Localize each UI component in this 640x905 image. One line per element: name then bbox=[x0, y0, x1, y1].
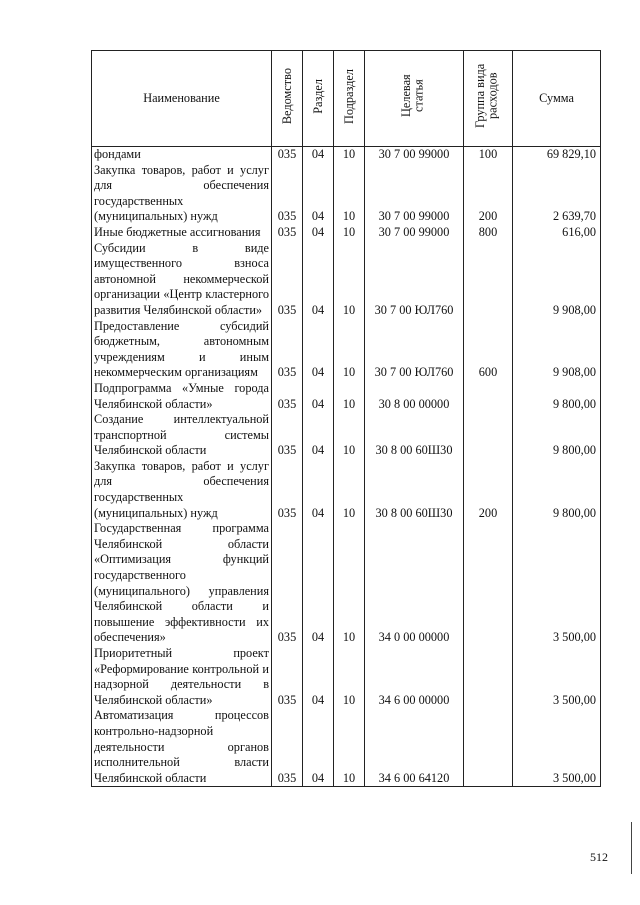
row-department: 035 bbox=[272, 381, 303, 412]
row-target-article: 30 8 00 60Ш30 bbox=[365, 412, 464, 459]
row-section: 04 bbox=[303, 163, 334, 225]
row-section: 04 bbox=[303, 412, 334, 459]
row-target-article: 30 7 00 99000 bbox=[365, 163, 464, 225]
row-department: 035 bbox=[272, 241, 303, 319]
row-sum: 3 500,00 bbox=[513, 646, 601, 708]
row-subsection: 10 bbox=[334, 225, 365, 241]
row-sum: 9 800,00 bbox=[513, 412, 601, 459]
row-sum: 69 829,10 bbox=[513, 147, 601, 163]
row-expense-group: 800 bbox=[464, 225, 513, 241]
row-subsection: 10 bbox=[334, 381, 365, 412]
header-target-article: Целевая статья bbox=[365, 51, 464, 147]
row-section: 04 bbox=[303, 241, 334, 319]
table-row bbox=[92, 163, 601, 225]
row-expense-group bbox=[464, 412, 513, 459]
row-target-article: 30 7 00 ЮЛ760 bbox=[365, 319, 464, 381]
row-name: Приоритетный проект «Реформирование контрольной и надзорной деятельности в Челябинской области» bbox=[92, 646, 272, 708]
header-section: Раздел bbox=[303, 51, 334, 147]
row-section: 04 bbox=[303, 708, 334, 786]
row-name: Автоматизация процессов контрольно-надзорной деятельности органов исполнительной власти Челябинской области bbox=[92, 708, 272, 786]
row-expense-group bbox=[464, 646, 513, 708]
row-sum: 9 800,00 bbox=[513, 381, 601, 412]
row-target-article: 30 7 00 ЮЛ760 bbox=[365, 241, 464, 319]
row-target-article: 30 8 00 00000 bbox=[365, 381, 464, 412]
row-department: 035 bbox=[272, 147, 303, 163]
table-row bbox=[92, 319, 601, 381]
header-department: Ведомство bbox=[272, 51, 303, 147]
row-sum: 3 500,00 bbox=[513, 708, 601, 786]
budget-table bbox=[91, 50, 601, 787]
table-row bbox=[92, 241, 601, 319]
row-subsection: 10 bbox=[334, 646, 365, 708]
row-target-article: 34 6 00 64120 bbox=[365, 708, 464, 786]
row-sum: 616,00 bbox=[513, 225, 601, 241]
row-section: 04 bbox=[303, 521, 334, 646]
row-expense-group bbox=[464, 708, 513, 786]
row-expense-group bbox=[464, 381, 513, 412]
margin-line bbox=[631, 822, 632, 874]
row-name: Предоставление субсидий бюджетным, автономным учреждениям и иным некоммерческим организациям bbox=[92, 319, 272, 381]
row-name: Создание интеллектуальной транспортной системы Челябинской области bbox=[92, 412, 272, 459]
row-subsection: 10 bbox=[334, 163, 365, 225]
row-sum: 9 908,00 bbox=[513, 319, 601, 381]
row-department: 035 bbox=[272, 163, 303, 225]
row-target-article: 34 0 00 00000 bbox=[365, 521, 464, 646]
row-expense-group: 100 bbox=[464, 147, 513, 163]
row-name: фондами bbox=[92, 147, 272, 163]
row-section: 04 bbox=[303, 147, 334, 163]
row-sum: 2 639,70 bbox=[513, 163, 601, 225]
table-row bbox=[92, 459, 601, 521]
row-target-article: 30 7 00 99000 bbox=[365, 147, 464, 163]
row-section: 04 bbox=[303, 225, 334, 241]
table-row bbox=[92, 646, 601, 708]
row-name: Иные бюджетные ассигнования bbox=[92, 225, 272, 241]
row-name: Подпрограмма «Умные города Челябинской области» bbox=[92, 381, 272, 412]
row-sum: 3 500,00 bbox=[513, 521, 601, 646]
row-department: 035 bbox=[272, 521, 303, 646]
table-row bbox=[92, 412, 601, 459]
page-number: 512 bbox=[590, 850, 608, 864]
row-subsection: 10 bbox=[334, 319, 365, 381]
row-expense-group bbox=[464, 521, 513, 646]
row-department: 035 bbox=[272, 646, 303, 708]
row-target-article: 34 6 00 00000 bbox=[365, 646, 464, 708]
header-name: Наименование bbox=[92, 51, 272, 147]
row-expense-group: 200 bbox=[464, 163, 513, 225]
row-section: 04 bbox=[303, 319, 334, 381]
row-subsection: 10 bbox=[334, 708, 365, 786]
row-name: Закупка товаров, работ и услуг для обеспечения государственных (муниципальных) нужд bbox=[92, 163, 272, 225]
row-subsection: 10 bbox=[334, 459, 365, 521]
header-expense-group: Группа вида расходов bbox=[464, 51, 513, 147]
row-department: 035 bbox=[272, 459, 303, 521]
table-row bbox=[92, 708, 601, 786]
table-row bbox=[92, 521, 601, 646]
row-subsection: 10 bbox=[334, 241, 365, 319]
row-target-article: 30 8 00 60Ш30 bbox=[365, 459, 464, 521]
row-section: 04 bbox=[303, 381, 334, 412]
row-name: Субсидии в виде имущественного взноса автономной некоммерческой организации «Центр кластерного развития Челябинской области» bbox=[92, 241, 272, 319]
row-expense-group: 600 bbox=[464, 319, 513, 381]
table-row bbox=[92, 147, 601, 163]
row-target-article: 30 7 00 99000 bbox=[365, 225, 464, 241]
row-name: Закупка товаров, работ и услуг для обеспечения государственных (муниципальных) нужд bbox=[92, 459, 272, 521]
row-name: Государственная программа Челябинской области «Оптимизация функций государственного (муниципального) управления Челябинской области и повышение эффективности их обеспечения» bbox=[92, 521, 272, 646]
header-subsection: Подраздел bbox=[334, 51, 365, 147]
row-sum: 9 908,00 bbox=[513, 241, 601, 319]
row-subsection: 10 bbox=[334, 412, 365, 459]
row-subsection: 10 bbox=[334, 147, 365, 163]
table-row bbox=[92, 225, 601, 241]
row-sum: 9 800,00 bbox=[513, 459, 601, 521]
table-header-row bbox=[92, 51, 601, 147]
row-subsection: 10 bbox=[334, 521, 365, 646]
row-expense-group: 200 bbox=[464, 459, 513, 521]
row-section: 04 bbox=[303, 646, 334, 708]
row-department: 035 bbox=[272, 708, 303, 786]
row-department: 035 bbox=[272, 412, 303, 459]
header-sum: Сумма bbox=[513, 51, 601, 147]
row-expense-group bbox=[464, 241, 513, 319]
row-section: 04 bbox=[303, 459, 334, 521]
row-department: 035 bbox=[272, 225, 303, 241]
row-department: 035 bbox=[272, 319, 303, 381]
table-row bbox=[92, 381, 601, 412]
